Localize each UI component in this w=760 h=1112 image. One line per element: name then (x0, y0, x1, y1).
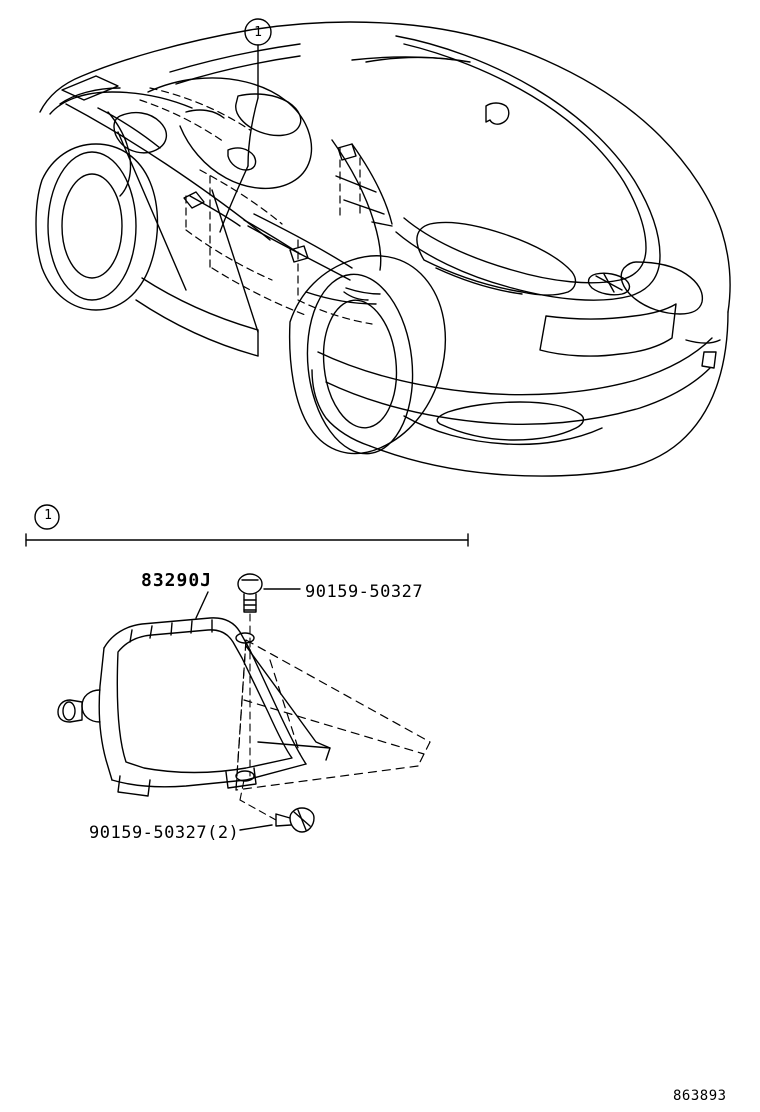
rib-3 (171, 623, 172, 635)
side-line-upper (66, 104, 270, 240)
tail-lamp-right (621, 262, 702, 314)
bumper-top-edge (318, 338, 712, 395)
fender-crease (98, 108, 160, 148)
bolt-top-head (238, 574, 262, 594)
rocker-upper (142, 278, 258, 330)
housing-left-edge (99, 648, 112, 780)
valance-detail (686, 340, 720, 343)
drawing-number: 863893 (673, 1088, 727, 1104)
ghost-inner-2 (236, 640, 246, 790)
housing-top-edge (104, 618, 250, 650)
callout-number-top: 1 (254, 25, 262, 40)
emblem-line-2 (604, 274, 614, 292)
rear-glass-inner (404, 44, 646, 283)
rear-wheel-rim (318, 297, 403, 432)
cowl-line (60, 88, 120, 104)
side-clip-left (82, 690, 100, 722)
housing-bottom-edge (112, 780, 246, 787)
rear-bumper-bottom (370, 446, 618, 476)
rib-2 (150, 626, 152, 638)
part-number-bolt-top: 90159-50327 (305, 582, 424, 602)
door-cut-rear (212, 190, 258, 332)
body-upper-outline (40, 22, 730, 312)
connector-1 (184, 192, 204, 208)
bolt-bottom-head-line-2 (298, 810, 306, 830)
ghost-inner-1 (270, 660, 300, 754)
rear-left-lower (312, 370, 370, 446)
front-wheel-arch (36, 144, 158, 310)
exhaust-tip (702, 352, 716, 368)
cargo-floor-2 (346, 288, 380, 294)
side-clip-tab (58, 700, 82, 722)
part-number-bolt-bottom: 90159-50327(2) (89, 823, 240, 843)
ghost-inner-3 (244, 700, 424, 754)
bolt-bottom-shank (276, 814, 291, 826)
rear-glass-outline (396, 36, 660, 300)
rib-4 (191, 621, 192, 633)
bolt-bottom-art (276, 808, 314, 832)
housing-inner-face (117, 630, 292, 773)
ghost-line-top (246, 640, 430, 742)
display-screen (236, 94, 301, 135)
ghost-line-bottom (236, 766, 418, 790)
rear-tire (299, 269, 421, 459)
ip-knob (228, 148, 256, 170)
side-clip-hole (63, 702, 75, 720)
door-cut-front (118, 132, 186, 290)
bolt-bottom-axis (240, 800, 276, 820)
bolt-bottom-leader (240, 825, 272, 830)
console-edge-2 (248, 226, 350, 280)
dash-console (200, 170, 282, 224)
dash-ip-front (140, 100, 224, 142)
license-plate-recess (540, 304, 676, 356)
bolt-top-art (238, 574, 262, 612)
windshield-edge (50, 92, 192, 114)
dash-floor-line-2 (212, 268, 308, 316)
rear-body-right (618, 312, 728, 470)
part-number-83290J: 83290J (141, 570, 213, 591)
rear-wheel-arch (290, 256, 446, 454)
callout-number-detail: 1 (44, 508, 52, 523)
bolt-bottom-axis-2 (240, 780, 244, 800)
glass-antenna-detail (486, 103, 509, 124)
part-label-leader (196, 592, 208, 618)
front-wheel-rim (62, 174, 122, 278)
reflector-recess (437, 402, 583, 440)
dash-floor-line (186, 230, 272, 280)
roof-rail-right (352, 57, 456, 60)
instrument-panel-outline (148, 78, 311, 188)
pillar-trim-cross-2 (344, 200, 384, 214)
